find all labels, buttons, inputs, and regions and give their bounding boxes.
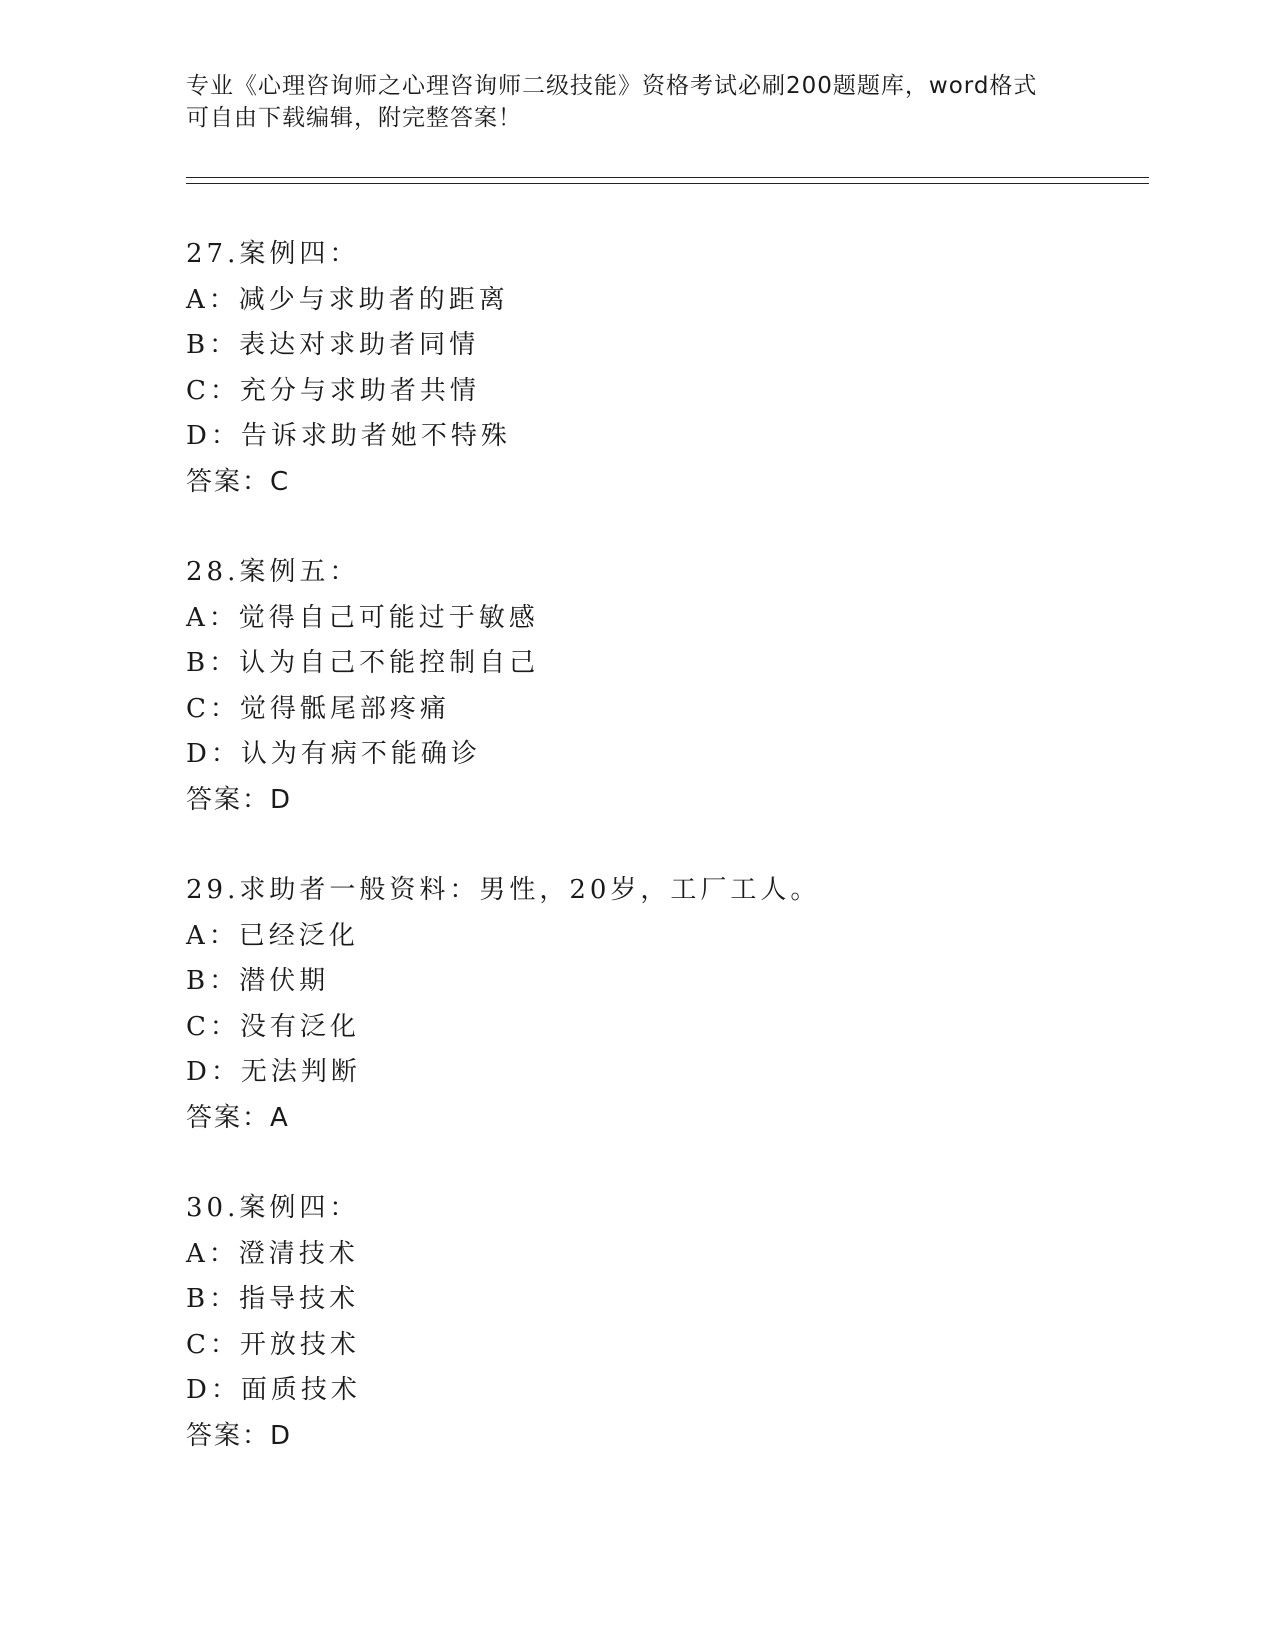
option-a: A：减少与求助者的距离 [186, 284, 509, 315]
answer: 答案：A [186, 1102, 290, 1133]
option-c: C：充分与求助者共情 [186, 375, 480, 406]
option-a: A：已经泛化 [186, 920, 359, 951]
option-d: D：认为有病不能确诊 [186, 739, 481, 769]
question-29 [186, 868, 1086, 1141]
option-b: B：表达对求助者同情 [186, 330, 480, 360]
question-stem: 29.求助者一般资料：男性，20岁，工厂工人。 [186, 875, 821, 905]
option-c: C：开放技术 [186, 1329, 360, 1360]
option-c: C：觉得骶尾部疼痛 [186, 693, 450, 724]
option-d: D：无法判断 [186, 1057, 361, 1087]
option-b: B：潜伏期 [186, 966, 330, 996]
document-header [186, 70, 1086, 134]
option-b: B：认为自己不能控制自己 [186, 648, 540, 678]
header-divider-top [186, 177, 1149, 178]
option-a: A：觉得自己可能过于敏感 [186, 602, 539, 633]
answer: 答案：D [186, 1420, 293, 1451]
option-d: D：告诉求助者她不特殊 [186, 421, 511, 451]
question-28 [186, 550, 1086, 823]
question-30 [186, 1186, 1086, 1459]
option-c: C：没有泛化 [186, 1011, 360, 1042]
option-d: D：面质技术 [186, 1375, 361, 1405]
option-a: A：澄清技术 [186, 1238, 359, 1269]
answer: 答案：D [186, 784, 293, 815]
header-line-1: 专业《心理咨询师之心理咨询师二级技能》资格考试必刷200题题库，word格式 [186, 73, 1038, 99]
question-stem: 27.案例四： [186, 239, 360, 269]
answer: 答案：C [186, 466, 291, 497]
header-divider-bottom [186, 183, 1149, 184]
header-line-2: 可自由下载编辑，附完整答案！ [186, 105, 522, 131]
question-list [186, 232, 1086, 1504]
question-stem: 28.案例五： [186, 557, 360, 587]
question-27 [186, 232, 1086, 505]
option-b: B：指导技术 [186, 1284, 360, 1314]
question-stem: 30.案例四： [186, 1193, 360, 1223]
